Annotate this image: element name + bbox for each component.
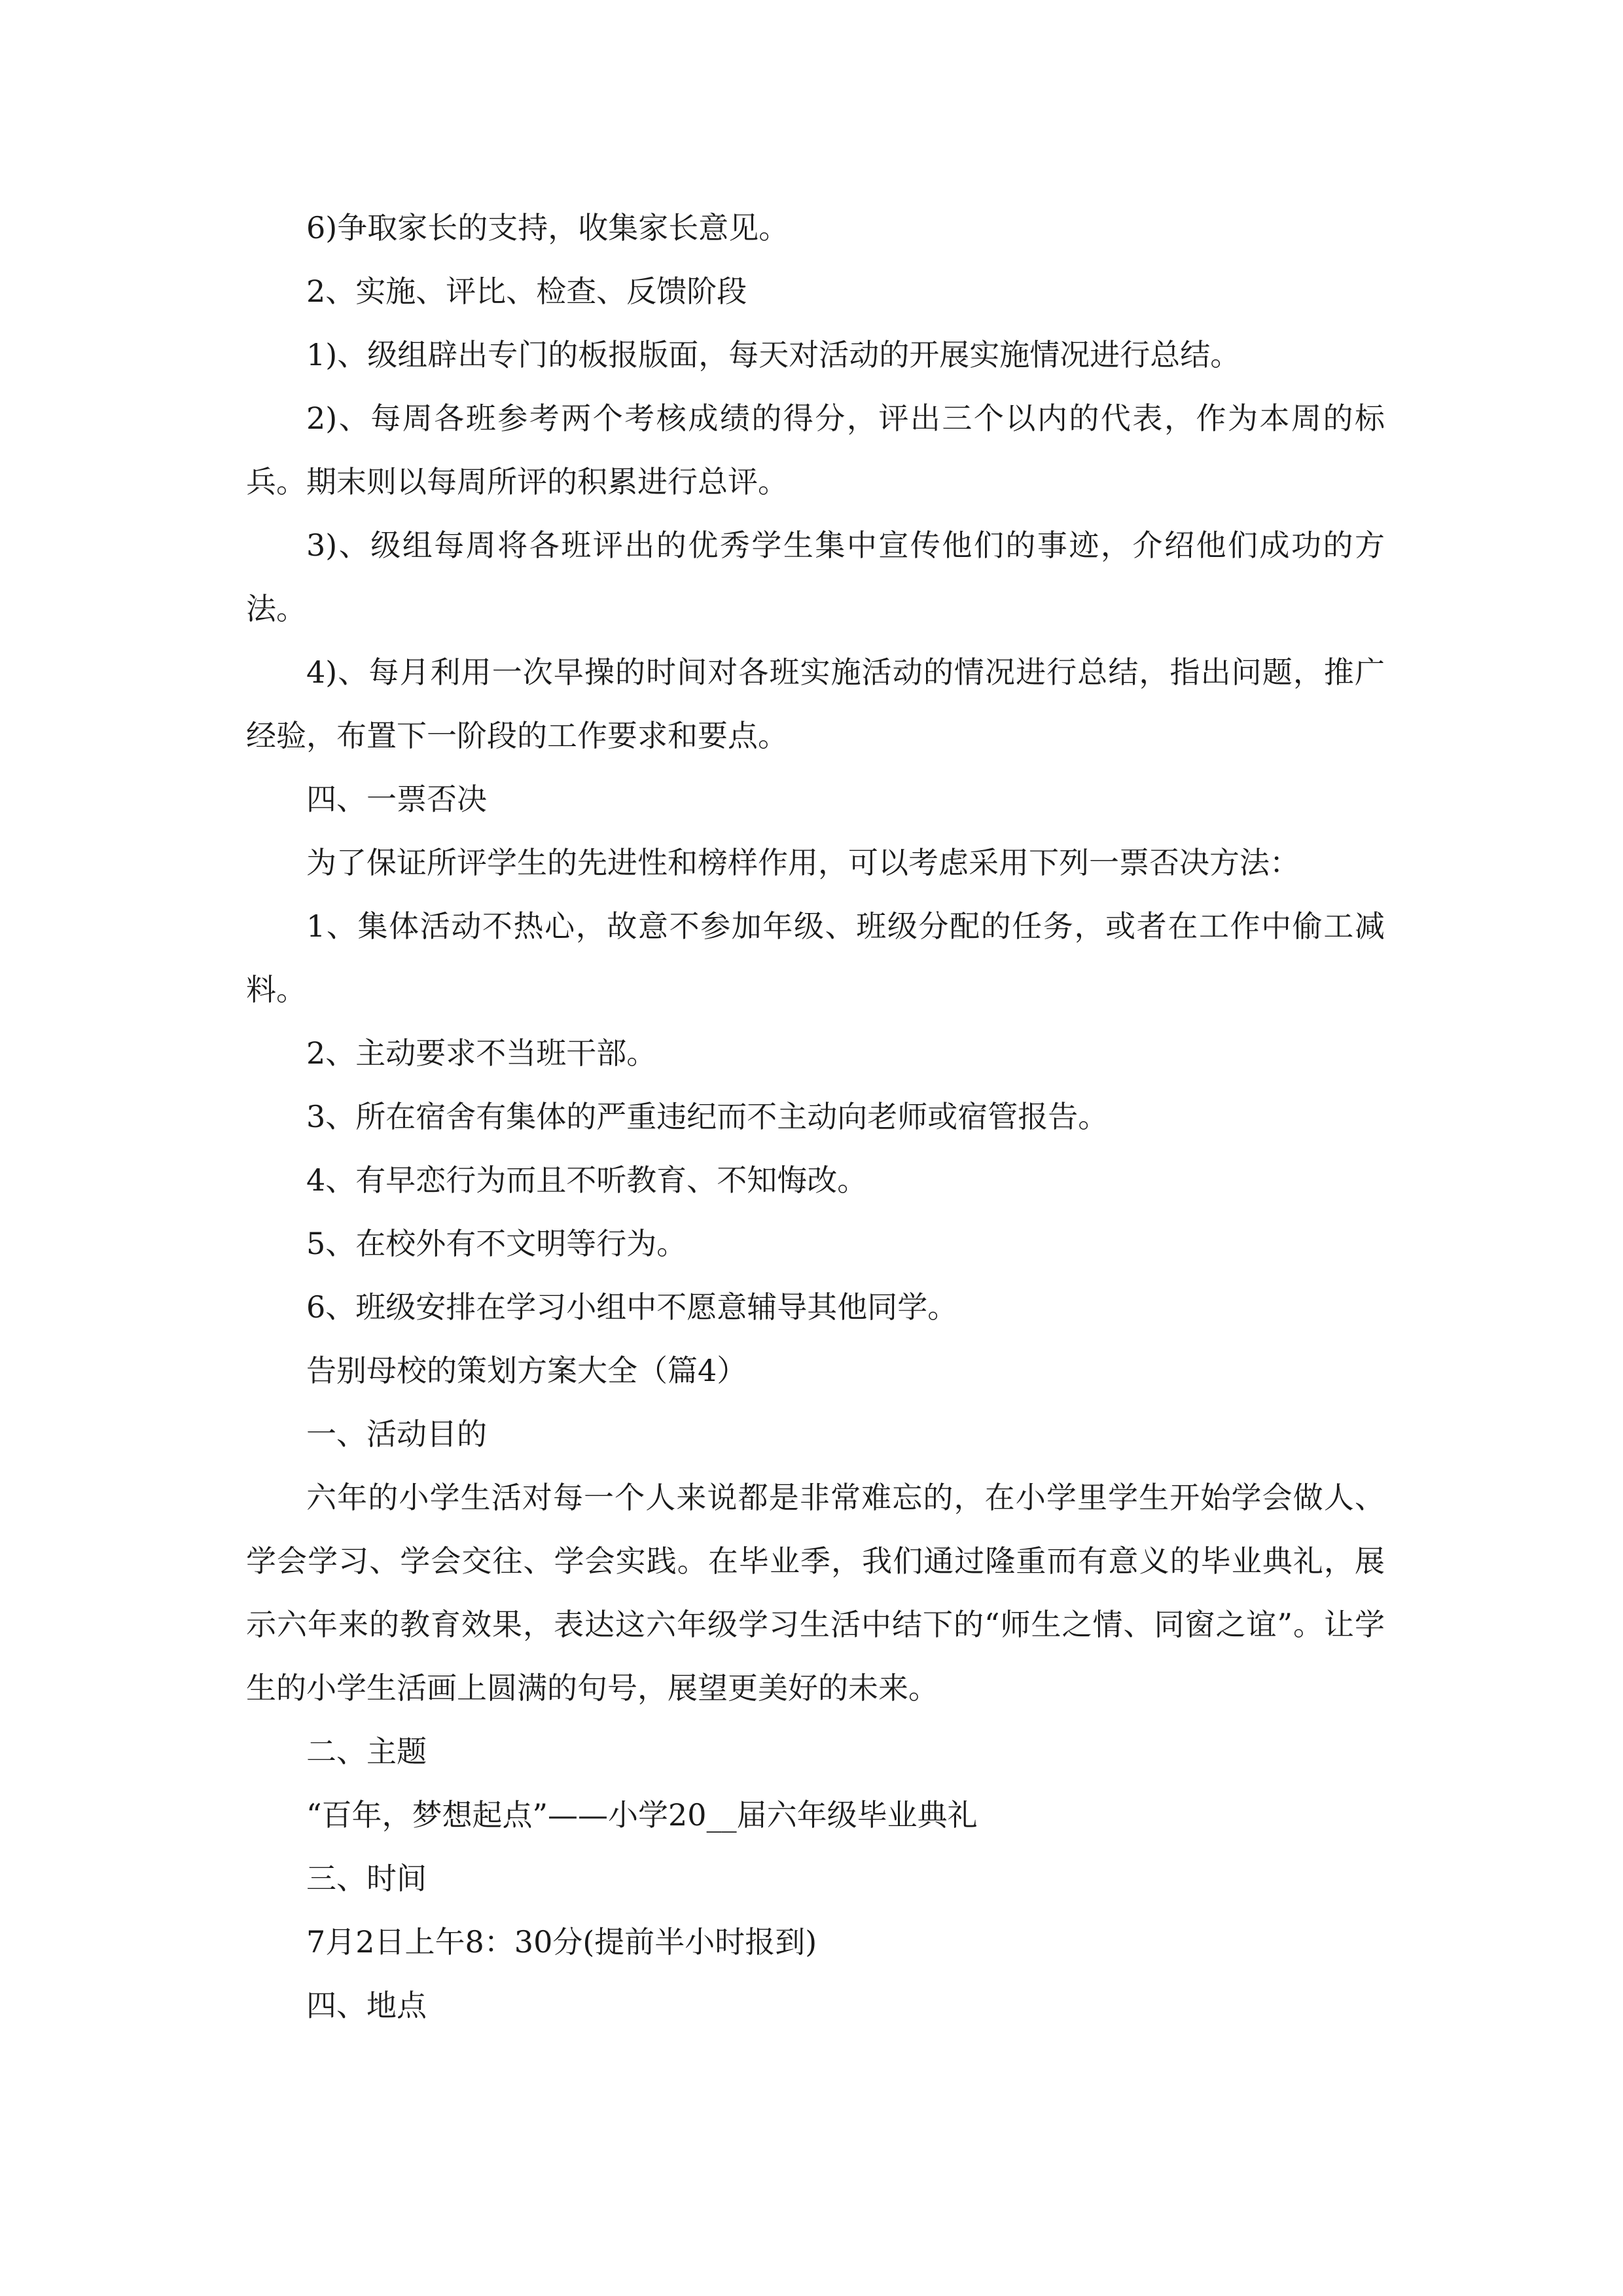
document-body (246, 196, 1385, 2037)
list-item: 2、主动要求不当班干部。 (306, 1035, 657, 1071)
section-heading: 2、实施、评比、检查、反馈阶段 (306, 274, 747, 309)
section-heading: 一、活动目的 (306, 1416, 487, 1452)
paragraph: “百年，梦想起点”——小学20__届六年级毕业典礼 (306, 1797, 978, 1833)
section-heading: 四、一票否决 (306, 781, 487, 817)
paragraph: 3)、级组每周将各班评出的优秀学生集中宣传他们的事迹，介绍他们成功的方法。 (246, 528, 1385, 626)
paragraph: 1)、级组辟出专门的板报版面，每天对活动的开展实施情况进行总结。 (306, 337, 1241, 372)
section-heading: 四、地点 (306, 1988, 427, 2023)
paragraph: 6)争取家长的支持，收集家长意见。 (306, 210, 789, 245)
list-item: 1、集体活动不热心，故意不参加年级、班级分配的任务，或者在工作中偷工减料。 (246, 908, 1385, 1007)
document-title: 告别母校的策划方案大全（篇4） (306, 1353, 747, 1388)
list-item: 3、所在宿舍有集体的严重违纪而不主动向老师或宿管报告。 (306, 1099, 1109, 1134)
paragraph: 4)、每月利用一次早操的时间对各班实施活动的情况进行总结，指出问题，推广经验，布置下一阶段的工作要求和要点。 (246, 655, 1385, 753)
paragraph: 为了保证所评学生的先进性和榜样作用，可以考虑采用下列一票否决方法： (306, 845, 1300, 880)
section-heading: 二、主题 (306, 1734, 427, 1769)
paragraph: 六年的小学生活对每一个人来说都是非常难忘的，在小学里学生开始学会做人、学会学习、学会交往、学会实践。在毕业季，我们通过隆重而有意义的毕业典礼，展示六年来的教育效果，表达这六年级学习生活中结下的“师生之情、同窗之谊”。让学生的小学生活画上圆满的句号，展望更美好的未来。 (246, 1480, 1385, 1706)
list-item: 4、有早恋行为而且不听教育、不知悔改。 (306, 1162, 868, 1198)
paragraph: 7月2日上午8：30分(提前半小时报到) (306, 1924, 817, 1960)
list-item: 5、在校外有不文明等行为。 (306, 1226, 687, 1261)
section-heading: 三、时间 (306, 1861, 427, 1896)
paragraph: 2)、每周各班参考两个考核成绩的得分，评出三个以内的代表，作为本周的标兵。期末则以每周所评的积累进行总评。 (246, 401, 1385, 499)
list-item: 6、班级安排在学习小组中不愿意辅导其他同学。 (306, 1289, 958, 1325)
